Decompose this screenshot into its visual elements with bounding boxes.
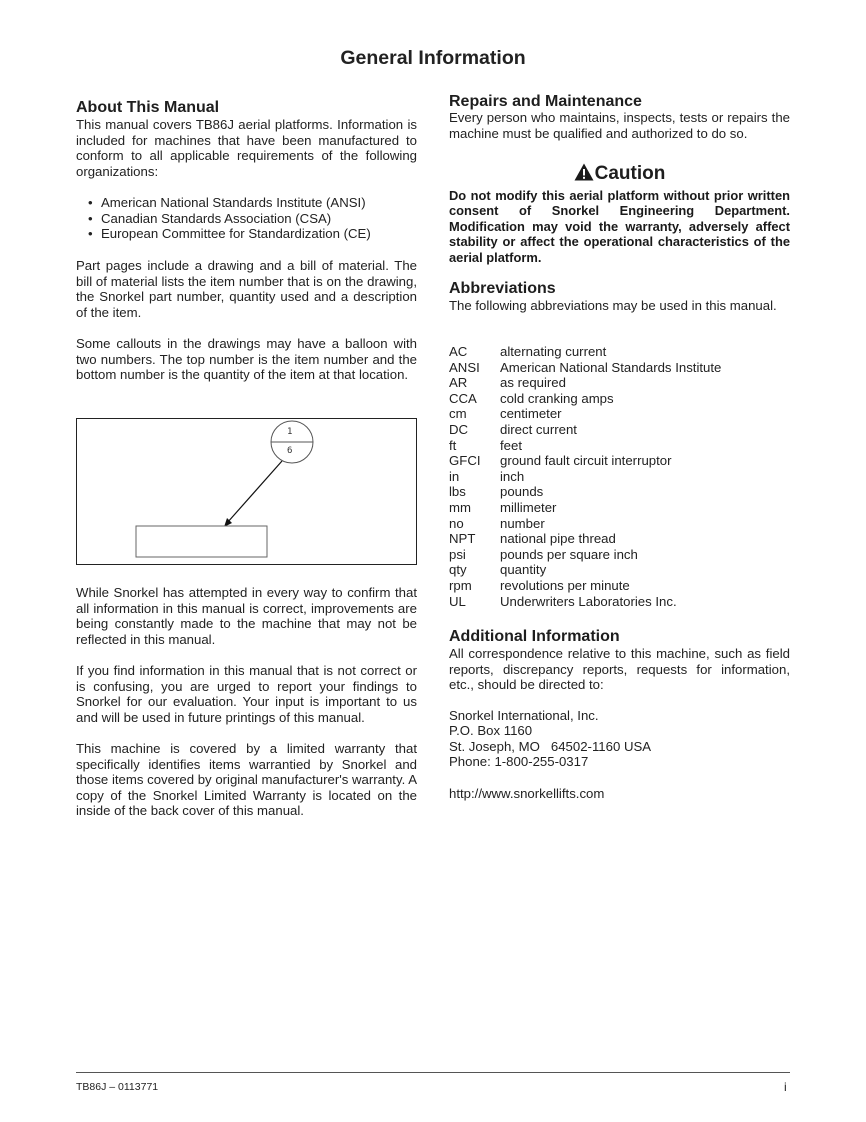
abbreviations-intro: The following abbreviations may be used in this manual. xyxy=(449,298,777,313)
about-heading: About This Manual xyxy=(76,99,220,116)
abbreviation-row: GFCI ground fault circuit interruptor xyxy=(449,453,672,469)
po-box: P.O. Box 1160 xyxy=(449,723,533,739)
abbreviation-row: psi pounds per square inch xyxy=(449,546,638,562)
list-item: • Canadian Standards Association (CSA) xyxy=(88,210,332,226)
website-link[interactable]: http://www.snorkellifts.com xyxy=(449,786,605,801)
footer-page-number: i xyxy=(784,1080,787,1094)
callouts-paragraph: Some callouts in the drawings may have a balloon with two numbers. The top number is the item number and the bottom number is the quantity of the item at that location. xyxy=(76,336,417,383)
repairs-heading: Repairs and Maintenance xyxy=(449,93,642,110)
abbreviation-row: NPT national pipe thread xyxy=(449,531,616,547)
caution-section xyxy=(449,163,790,265)
page-title: General Information xyxy=(340,47,526,69)
footer-document-id: TB86J – 0113771 xyxy=(76,1081,159,1093)
additional-info-heading: Additional Information xyxy=(449,628,620,645)
organizations-list xyxy=(76,195,417,242)
about-section xyxy=(76,99,417,179)
phone-number: Phone: 1-800-255-0317 xyxy=(449,754,589,770)
list-item: • American National Standards Institute (ANSI) xyxy=(88,195,366,210)
disclaimer-paragraph: While Snorkel has attempted in every way to confirm that all information in this manual is correct, improvements are being constantly made to the machine that may not be reflected in this manual. xyxy=(76,585,417,647)
abbreviation-row: AC alternating current xyxy=(449,344,607,359)
repairs-section xyxy=(449,93,790,141)
caution-label: Caution xyxy=(594,163,666,184)
bullet-icon: • xyxy=(88,226,93,242)
callout-diagram-svg xyxy=(77,419,418,566)
additional-info-section xyxy=(449,628,790,693)
additional-info-body: All correspondence relative to this machine, such as field reports, discrepancy reports, requests for information, etc., should be directed to: xyxy=(449,646,790,693)
list-item: • European Committee for Standardization (CE) xyxy=(88,226,371,242)
abbreviation-row: rpm revolutions per minute xyxy=(449,577,630,593)
footer-divider xyxy=(76,1072,790,1073)
feedback-paragraph: If you find information in this manual that is not correct or is confusing, you are urged to report your findings to Snorkel for our evaluation. Your input is important to us and will be used in future printings of this manual. xyxy=(76,663,417,725)
caution-body: Do not modify this aerial platform without prior written consent of Snorkel Engineering Department. Modification may void the warranty, adversely affect stability or affect the operational characteristics of the aerial platform. xyxy=(449,188,790,265)
balloon-callout-diagram xyxy=(76,418,417,565)
abbreviations-heading: Abbreviations xyxy=(449,280,556,297)
abbreviation-row: CCA cold cranking amps xyxy=(449,390,614,406)
warning-triangle-icon xyxy=(574,163,594,186)
about-intro: This manual covers TB86J aerial platforms. Information is included for machines that have been manufactured to conform to all applicable requirements of the following organizations: xyxy=(76,117,417,179)
caution-title xyxy=(449,163,790,186)
balloon-quantity: 6 xyxy=(287,446,293,456)
organizations-list-wrapper xyxy=(76,195,417,242)
city-state-zip: St. Joseph, MO 64502-1160 USA xyxy=(449,738,652,754)
bullet-icon: • xyxy=(88,195,93,210)
leader-line xyxy=(227,461,282,523)
abbreviation-row: ft feet xyxy=(449,437,522,453)
part-pages-paragraph: Part pages include a drawing and a bill of material. The bill of material lists the item number that is on the drawing, the Snorkel part number, quantity used and a description of the item. xyxy=(76,258,417,320)
abbreviation-row: cm centimeter xyxy=(449,406,562,422)
abbreviation-row: qty quantity xyxy=(449,562,547,578)
balloon-item-number: 1 xyxy=(287,427,293,437)
abbreviation-row: ANSI American National Standards Institute xyxy=(449,359,722,375)
part-outline xyxy=(136,526,267,557)
abbreviation-row: in inch xyxy=(449,468,525,484)
abbreviation-row: no number xyxy=(449,515,545,531)
abbreviation-row: lbs pounds xyxy=(449,484,544,500)
abbreviation-row: DC direct current xyxy=(449,421,577,437)
abbreviation-row: AR as required xyxy=(449,375,566,391)
bullet-icon: • xyxy=(88,210,93,226)
abbreviation-row: mm millimeter xyxy=(449,499,557,515)
abbreviations-section xyxy=(449,280,790,314)
company-name: Snorkel International, Inc. xyxy=(449,708,599,723)
warranty-paragraph: This machine is covered by a limited warranty that specifically identifies items warrantied by Snorkel and those items covered by original manufacturer's warranty. A copy of the Snorkel Limited Warranty is located on the inside of the back cover of this manual. xyxy=(76,741,417,819)
mailing-address xyxy=(449,708,790,770)
abbreviation-row: UL Underwriters Laboratories Inc. xyxy=(449,593,677,609)
repairs-body: Every person who maintains, inspects, tests or repairs the machine must be qualified and authorized to do so. xyxy=(449,110,790,141)
abbreviations-list xyxy=(449,344,790,609)
